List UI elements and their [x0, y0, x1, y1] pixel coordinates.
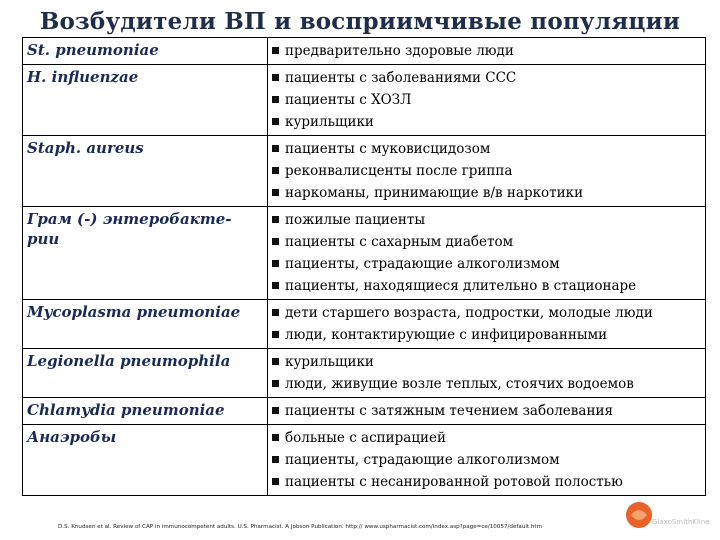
table-row: [23, 425, 706, 496]
population-text: предварительно здоровые люди: [285, 43, 514, 59]
population-text: пациенты с муковисцидозом: [285, 141, 491, 157]
population-text: пациенты, страдающие алкоголизмом: [285, 256, 560, 272]
population-item: [272, 231, 701, 253]
square-bullet-icon: [272, 358, 279, 365]
population-item: [272, 471, 701, 493]
population-item: [272, 209, 701, 231]
population-item: [272, 302, 701, 324]
table-row: [23, 207, 706, 300]
square-bullet-icon: [272, 434, 279, 441]
population-text: люди, контактирующие с инфицированными: [285, 327, 608, 343]
population-text: пациенты с несанированной ротовой полостью: [285, 474, 623, 490]
population-text: пациенты, находящиеся длительно в стационаре: [285, 278, 637, 294]
population-item: [272, 253, 701, 275]
square-bullet-icon: [272, 74, 279, 81]
square-bullet-icon: [272, 331, 279, 338]
population-item: [272, 67, 701, 89]
square-bullet-icon: [272, 456, 279, 463]
population-list: [268, 425, 706, 496]
gsk-logo-icon: [622, 500, 656, 530]
pathogen-name: Mycoplasma pneumoniae: [23, 300, 268, 349]
table-row: [23, 38, 706, 65]
population-text: курильщики: [285, 354, 374, 370]
population-text: дети старшего возраста, подростки, молодые люди: [285, 305, 653, 321]
population-text: пациенты, страдающие алкоголизмом: [285, 452, 560, 468]
population-item: [272, 275, 701, 297]
table-row: [23, 300, 706, 349]
population-text: наркоманы, принимающие в/в наркотики: [285, 185, 584, 201]
square-bullet-icon: [272, 407, 279, 414]
square-bullet-icon: [272, 96, 279, 103]
table-row: [23, 136, 706, 207]
population-list: [268, 136, 706, 207]
population-text: люди, живущие возле теплых, стоячих водоемов: [285, 376, 634, 392]
logo-text: GlaxoSmithKline: [652, 518, 710, 526]
footer-reference: D.S. Knudsen et al. Review of CAP in immunocompetent adults. U.S. Pharmacist. A Jobson Publication. http:// www.uspharmacist.com/index.asp?page=ce/10057/default.htm: [58, 524, 543, 530]
population-item: [272, 89, 701, 111]
table-row: [23, 349, 706, 398]
square-bullet-icon: [272, 167, 279, 174]
pathogen-name: Анаэробы: [23, 425, 268, 496]
population-item: [272, 324, 701, 346]
population-text: пациенты с заболеваниями ССС: [285, 70, 517, 86]
population-text: пациенты с сахарным диабетом: [285, 234, 514, 250]
population-item: [272, 160, 701, 182]
pathogen-name: Chlamydia pneumoniae: [23, 398, 268, 425]
population-item: [272, 40, 701, 62]
square-bullet-icon: [272, 309, 279, 316]
population-list: [268, 398, 706, 425]
population-text: пациенты с затяжным течением заболевания: [285, 403, 613, 419]
pathogen-name: Грам (-) энтеробакте-рии: [23, 207, 268, 300]
population-list: [268, 207, 706, 300]
pathogen-population-table: [22, 37, 706, 496]
pathogen-name: St. pneumoniae: [23, 38, 268, 65]
square-bullet-icon: [272, 216, 279, 223]
population-item: [272, 182, 701, 204]
population-text: пациенты с ХОЗЛ: [285, 92, 412, 108]
pathogen-name: Staph. aureus: [23, 136, 268, 207]
population-text: курильщики: [285, 114, 374, 130]
population-text: больные с аспирацией: [285, 430, 447, 446]
square-bullet-icon: [272, 478, 279, 485]
population-item: [272, 351, 701, 373]
square-bullet-icon: [272, 282, 279, 289]
population-text: реконвалисценты после гриппа: [285, 163, 513, 179]
page-title: Возбудители ВП и восприимчивые популяции: [39, 8, 681, 35]
population-list: [268, 38, 706, 65]
table-row: [23, 398, 706, 425]
population-item: [272, 373, 701, 395]
population-item: [272, 449, 701, 471]
population-item: [272, 111, 701, 133]
square-bullet-icon: [272, 145, 279, 152]
pathogen-name: Legionella pneumophila: [23, 349, 268, 398]
population-text: пожилые пациенты: [285, 212, 426, 228]
square-bullet-icon: [272, 47, 279, 54]
square-bullet-icon: [272, 380, 279, 387]
population-item: [272, 427, 701, 449]
pathogen-name: H. influenzae: [23, 65, 268, 136]
population-list: [268, 349, 706, 398]
population-item: [272, 138, 701, 160]
square-bullet-icon: [272, 118, 279, 125]
population-list: [268, 65, 706, 136]
square-bullet-icon: [272, 260, 279, 267]
square-bullet-icon: [272, 238, 279, 245]
square-bullet-icon: [272, 189, 279, 196]
population-item: [272, 400, 701, 422]
table-row: [23, 65, 706, 136]
population-list: [268, 300, 706, 349]
